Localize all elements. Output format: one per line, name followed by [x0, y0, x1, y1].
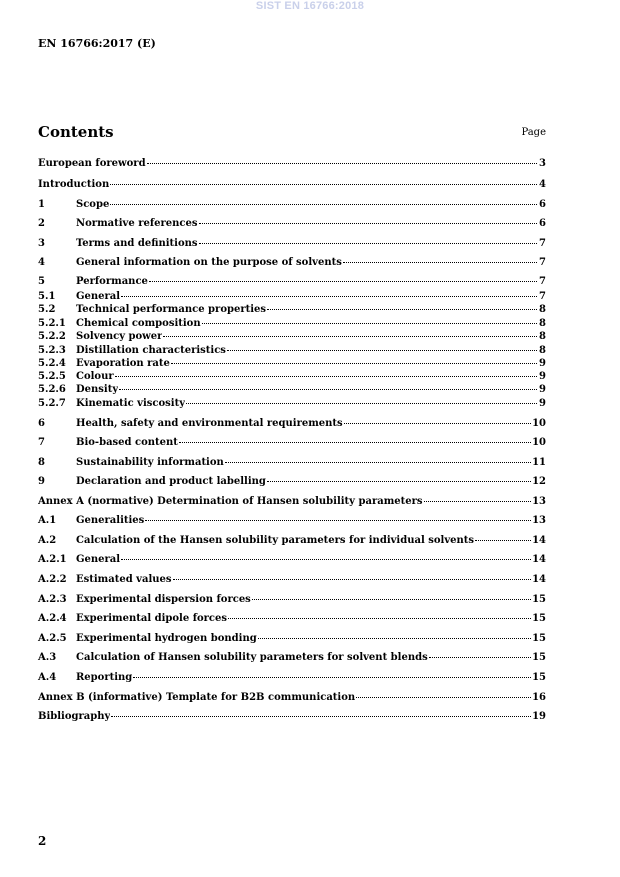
toc-entry[interactable]: [38, 710, 546, 723]
toc-entry-page: 19: [532, 711, 546, 722]
toc-entry-title: Experimental hydrogen bonding: [76, 633, 257, 644]
dot-leader: [147, 163, 537, 164]
dot-leader: [267, 481, 531, 482]
toc-entry-title: General information on the purpose of solvents: [76, 257, 342, 268]
dot-leader: [429, 657, 531, 658]
toc-entry-title: Declaration and product labelling: [76, 476, 266, 487]
toc-entry[interactable]: [38, 370, 546, 383]
toc-entry[interactable]: [38, 553, 546, 566]
toc-entry-page: 16: [532, 692, 546, 703]
toc-entry[interactable]: [38, 397, 546, 410]
toc-entry-number: 8: [38, 457, 45, 468]
toc-entry[interactable]: [38, 671, 546, 684]
toc-entry-title: Annex A (normative) Determination of Hansen solubility parameters: [38, 496, 423, 507]
toc-entry-title: Density: [76, 384, 119, 395]
toc-entry-title: Experimental dispersion forces: [76, 594, 251, 605]
dot-leader: [199, 243, 537, 244]
toc-entry-page: 14: [532, 535, 546, 546]
toc-entry-title: Evaporation rate: [76, 358, 170, 369]
dot-leader: [424, 501, 532, 502]
toc-entry[interactable]: [38, 691, 546, 704]
toc-entry-number: A.3: [38, 652, 57, 663]
toc-entry-page: 15: [532, 613, 546, 624]
dot-leader: [343, 262, 537, 263]
toc-entry-number: A.2.4: [38, 613, 67, 624]
toc-entry-page: 13: [532, 515, 546, 526]
toc-entry-page: 12: [532, 476, 546, 487]
toc-entry-page: 14: [532, 554, 546, 565]
toc-entry-page: 6: [539, 218, 546, 229]
toc-entry[interactable]: [38, 514, 546, 527]
toc-entry-number: A.2.1: [38, 554, 67, 565]
toc-entry[interactable]: [38, 612, 546, 625]
dot-leader: [163, 336, 537, 337]
toc-entry-page: 3: [539, 158, 546, 169]
toc-entry[interactable]: [38, 475, 546, 488]
toc-entry-page: 14: [532, 574, 546, 585]
toc-entry-page: 7: [539, 238, 546, 249]
toc-entry[interactable]: [38, 632, 546, 645]
toc-entry-page: 7: [539, 257, 546, 268]
dot-leader: [173, 579, 532, 580]
toc-entry[interactable]: [38, 651, 546, 664]
toc-entry-number: 9: [38, 476, 45, 487]
contents-heading: Contents: [38, 123, 114, 141]
toc-entry-title: Normative references: [76, 218, 198, 229]
toc-entry-number: 2: [38, 218, 45, 229]
toc-entry-number: A.2.5: [38, 633, 67, 644]
toc-entry-number: 5.2.2: [38, 331, 66, 342]
dot-leader: [475, 540, 531, 541]
toc-entry-title: Health, safety and environmental requirements: [76, 418, 343, 429]
dot-leader: [145, 520, 531, 521]
toc-entry[interactable]: [38, 495, 546, 508]
toc-entry[interactable]: [38, 157, 546, 170]
toc-entry-title: Introduction: [38, 179, 110, 190]
toc-entry[interactable]: [38, 330, 546, 343]
toc-entry-page: 4: [539, 179, 546, 190]
toc-entry[interactable]: [38, 303, 546, 316]
toc-entry[interactable]: [38, 256, 546, 269]
dot-leader: [133, 677, 531, 678]
toc-entry-page: 15: [532, 633, 546, 644]
toc-entry-page: 8: [539, 331, 546, 342]
toc-entry-title: Bibliography: [38, 711, 111, 722]
toc-entry[interactable]: [38, 357, 546, 370]
toc-entry-number: A.2.3: [38, 594, 67, 605]
toc-entry-number: 5.2.1: [38, 318, 66, 329]
dot-leader: [115, 376, 537, 377]
toc-entry-page: 9: [539, 371, 546, 382]
dot-leader: [228, 618, 531, 619]
toc-entry[interactable]: [38, 534, 546, 547]
toc-entry-title: Bio-based content: [76, 437, 178, 448]
toc-entry-title: General: [76, 554, 121, 565]
toc-entry[interactable]: [38, 290, 546, 303]
toc-entry-page: 8: [539, 304, 546, 315]
page-column-label: Page: [521, 127, 546, 138]
toc-entry-title: Colour: [76, 371, 114, 382]
toc-entry-page: 15: [532, 672, 546, 683]
toc-entry-number: 5.2.4: [38, 358, 66, 369]
toc-entry-page: 10: [532, 437, 546, 448]
toc-entry-number: 5.2: [38, 304, 56, 315]
toc-entry-number: 7: [38, 437, 45, 448]
toc-entry-number: A.2: [38, 535, 57, 546]
toc-entry[interactable]: [38, 275, 546, 288]
dot-leader: [171, 363, 537, 364]
toc-entry-title: Annex B (informative) Template for B2B communication: [38, 692, 356, 703]
toc-entry-title: Technical performance properties: [76, 304, 267, 315]
toc-entry-title: Calculation of Hansen solubility parameters for solvent blends: [76, 652, 428, 663]
toc-entry-title: Kinematic viscosity: [76, 398, 186, 409]
dot-leader: [121, 296, 537, 297]
toc-entry[interactable]: [38, 344, 546, 357]
toc-entry-title: Performance: [76, 276, 148, 287]
toc-entry[interactable]: [38, 456, 546, 469]
toc-entry-page: 10: [532, 418, 546, 429]
toc-entry-number: A.2.2: [38, 574, 67, 585]
toc-entry[interactable]: [38, 573, 546, 586]
toc-entry-page: 8: [539, 318, 546, 329]
dot-leader: [111, 716, 531, 717]
toc-entry-number: 5.2.6: [38, 384, 66, 395]
toc-entry-number: 4: [38, 257, 45, 268]
dot-leader: [344, 423, 531, 424]
toc-entry[interactable]: [38, 217, 546, 230]
toc-entry-number: 3: [38, 238, 45, 249]
toc-entry[interactable]: [38, 436, 546, 449]
toc-entry-page: 9: [539, 384, 546, 395]
dot-leader: [252, 599, 531, 600]
dot-leader: [179, 442, 531, 443]
dot-leader: [121, 559, 531, 560]
toc-entry-title: Solvency power: [76, 331, 163, 342]
toc-entry-number: 6: [38, 418, 45, 429]
toc-entry-page: 9: [539, 398, 546, 409]
toc-entry-page: 11: [532, 457, 546, 468]
dot-leader: [119, 389, 537, 390]
dot-leader: [186, 403, 537, 404]
toc-entry-title: Experimental dipole forces: [76, 613, 228, 624]
toc-entry-page: 7: [539, 276, 546, 287]
toc-entry-title: General: [76, 291, 121, 302]
toc-entry-number: 1: [38, 199, 45, 210]
toc-entry-number: 5.2.3: [38, 345, 66, 356]
toc-entry[interactable]: [38, 383, 546, 396]
toc-entry-number: 5: [38, 276, 45, 287]
toc-entry-number: 5.2.5: [38, 371, 66, 382]
toc-entry-title: Sustainability information: [76, 457, 224, 468]
watermark: SIST EN 16766:2018: [255, 0, 365, 12]
dot-leader: [202, 323, 537, 324]
dot-leader: [227, 350, 537, 351]
dot-leader: [258, 638, 531, 639]
toc-entry[interactable]: [38, 417, 546, 430]
toc-entry-number: 5.2.7: [38, 398, 66, 409]
toc-entry-page: 13: [532, 496, 546, 507]
dot-leader: [225, 462, 531, 463]
toc-entry-title: Reporting: [76, 672, 133, 683]
toc-entry[interactable]: [38, 198, 546, 211]
toc-entry[interactable]: [38, 178, 546, 191]
toc-entry-title: Distillation characteristics: [76, 345, 226, 356]
toc-entry[interactable]: [38, 593, 546, 606]
toc-entry-page: 15: [532, 594, 546, 605]
toc-entry-page: 9: [539, 358, 546, 369]
toc-entry[interactable]: [38, 317, 546, 330]
dot-leader: [199, 223, 538, 224]
page-number: 2: [38, 834, 47, 848]
dot-leader: [110, 184, 537, 185]
toc-entry-title: Terms and definitions: [76, 238, 198, 249]
document-id: EN 16766:2017 (E): [38, 37, 156, 50]
toc-entry-number: 5.1: [38, 291, 56, 302]
toc-entry-title: Chemical composition: [76, 318, 201, 329]
toc-entry-title: Estimated values: [76, 574, 172, 585]
toc-entry-page: 6: [539, 199, 546, 210]
toc-entry-number: A.1: [38, 515, 57, 526]
dot-leader: [149, 281, 537, 282]
toc-entry-title: Scope: [76, 199, 110, 210]
dot-leader: [356, 697, 531, 698]
toc-entry-title: Calculation of the Hansen solubility parameters for individual solvents: [76, 535, 475, 546]
toc-entry-title: European foreword: [38, 158, 146, 169]
toc-entry-page: 8: [539, 345, 546, 356]
toc-entry[interactable]: [38, 237, 546, 250]
dot-leader: [110, 204, 537, 205]
toc-entry-page: 15: [532, 652, 546, 663]
toc-entry-number: A.4: [38, 672, 57, 683]
dot-leader: [267, 309, 537, 310]
toc-entry-page: 7: [539, 291, 546, 302]
toc-entry-title: Generalities: [76, 515, 145, 526]
